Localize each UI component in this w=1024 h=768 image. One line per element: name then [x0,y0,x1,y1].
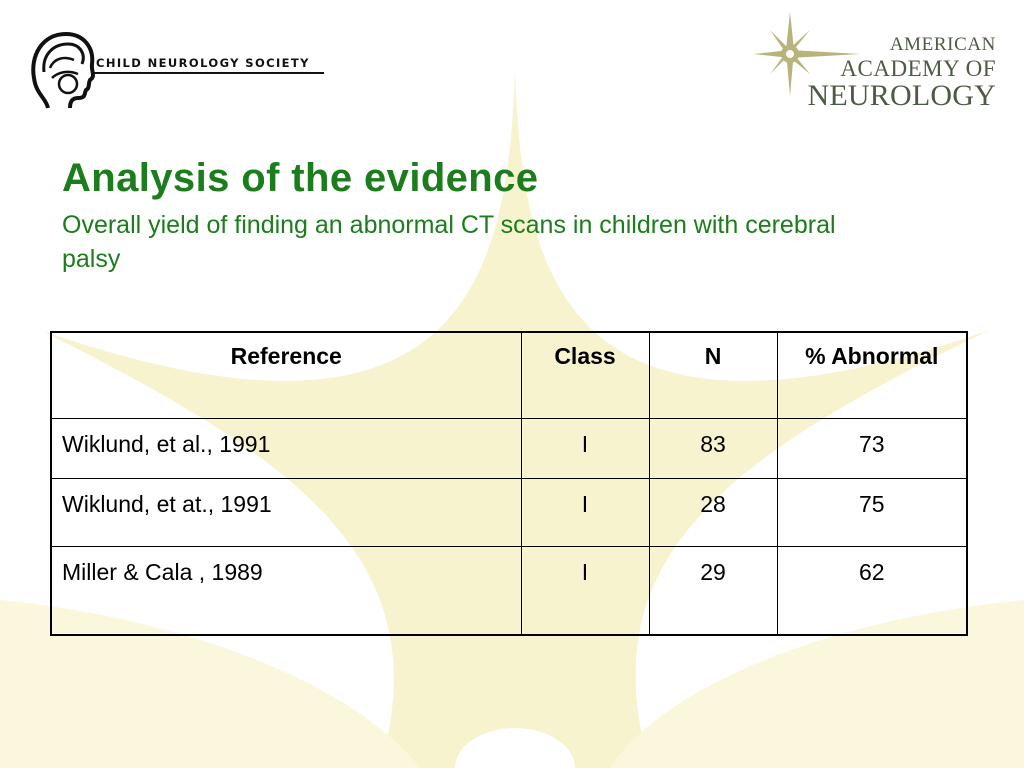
slide-title: Analysis of the evidence [62,156,539,200]
aan-logo [752,10,1002,110]
n-cell: 83 [649,418,777,478]
cns-logo-name: CHILD NEUROLOGY SOCIETY [96,56,310,70]
reference-cell: Wiklund, et al., 1991 [51,418,521,478]
class-cell: I [521,418,649,478]
table-row [51,418,967,478]
slide-subtitle: Overall yield of finding an abnormal CT scans in children with cerebral palsy [62,211,836,273]
aan-logo-line-3: NEUROLOGY [807,79,996,112]
class-cell: I [521,546,649,635]
evidence-table [50,331,968,636]
column-header-n: N [649,332,777,418]
reference-cell: Wiklund, et at., 1991 [51,478,521,546]
n-cell: 28 [649,478,777,546]
table-row [51,478,967,546]
reference-cell: Miller & Cala , 1989 [51,546,521,635]
aan-logo-line-1: AMERICAN [889,34,996,55]
column-header-class: Class [521,332,649,418]
n-cell: 29 [649,546,777,635]
aan-logo-line-2: ACADEMY OF [840,56,996,81]
head-profile-icon [28,28,98,114]
cns-logo [28,28,308,114]
column-header-reference: Reference [51,332,521,418]
class-cell: I [521,478,649,546]
column-header-percent-abnormal: % Abnormal [777,332,967,418]
table-header-row [51,332,967,418]
cns-logo-underline [94,72,324,74]
table-row [51,546,967,635]
percent-abnormal-cell: 73 [777,418,967,478]
percent-abnormal-cell: 75 [777,478,967,546]
percent-abnormal-cell: 62 [777,546,967,635]
